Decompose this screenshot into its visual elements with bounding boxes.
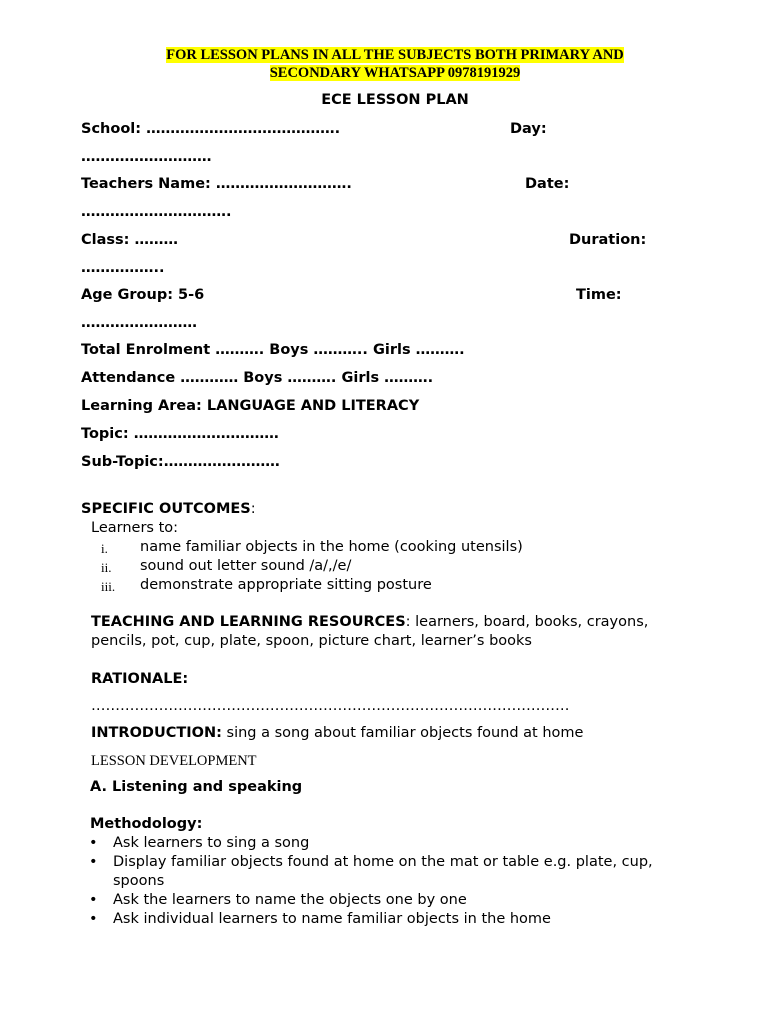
outcome-item: name familiar objects in the home (cooking utensils) xyxy=(140,539,523,555)
introduction-heading: INTRODUCTION: xyxy=(91,725,222,741)
specific-outcomes-title: SPECIFIC OUTCOMES xyxy=(81,501,251,517)
rationale-dots: ……………………………………………………………………………………… xyxy=(91,698,570,714)
resources-line-2: pencils, pot, cup, plate, spoon, picture chart, learner’s books xyxy=(91,633,532,649)
bullet-icon: • xyxy=(89,911,98,927)
methodology-item: Ask learners to sing a song xyxy=(113,835,310,851)
duration-label: Duration: xyxy=(569,232,647,248)
learning-area-field: Learning Area: LANGUAGE AND LITERACY xyxy=(81,398,420,414)
outcome-number: iii. xyxy=(101,579,116,594)
methodology-item: Ask the learners to name the objects one by one xyxy=(113,892,467,908)
methodology-heading: Methodology: xyxy=(90,816,203,832)
outcome-item: demonstrate appropriate sitting posture xyxy=(140,577,432,593)
banner-line-1: FOR LESSON PLANS IN ALL THE SUBJECTS BOTH PRIMARY AND xyxy=(166,47,624,63)
banner xyxy=(0,46,768,82)
outcome-number: ii. xyxy=(101,560,112,575)
bullet-icon: • xyxy=(89,854,98,870)
rationale-heading: RATIONALE: xyxy=(91,671,189,687)
specific-outcomes-colon: : xyxy=(250,501,256,517)
date-label: Date: xyxy=(525,176,570,192)
banner-line-2: SECONDARY WHATSAPP 0978191929 xyxy=(269,65,521,81)
methodology-item: Display familiar objects found at home on the mat or table e.g. plate, cup, xyxy=(113,854,653,870)
section-a-heading: A. Listening and speaking xyxy=(90,779,303,795)
topic-field: Topic: ………………………… xyxy=(81,426,279,442)
methodology-item-continued: spoons xyxy=(113,873,165,889)
date-dots: …………………………. xyxy=(81,204,232,220)
time-dots: …………………… xyxy=(81,315,197,331)
age-group-field: Age Group: 5-6 xyxy=(81,287,205,303)
attendance-field: Attendance ………… Boys ………. Girls ………. xyxy=(81,370,434,386)
outcome-item: sound out letter sound /a/,/e/ xyxy=(140,558,352,574)
teacher-name-field: Teachers Name: ………………………. xyxy=(81,176,352,192)
learners-to-intro: Learners to: xyxy=(91,520,179,536)
document-title: ECE LESSON PLAN xyxy=(321,92,469,108)
school-field: School: …………………………………. xyxy=(81,121,341,137)
subtopic-field: Sub-Topic:…………………… xyxy=(81,454,280,470)
resources-heading: TEACHING AND LEARNING RESOURCES xyxy=(91,614,406,630)
day-label: Day: xyxy=(510,121,547,137)
class-field: Class: ……… xyxy=(81,232,179,248)
time-label: Time: xyxy=(576,287,622,303)
duration-dots: …………….. xyxy=(81,260,165,276)
bullet-icon: • xyxy=(89,892,98,908)
introduction-text: sing a song about familiar objects found at home xyxy=(221,725,584,741)
lesson-development-heading: LESSON DEVELOPMENT xyxy=(91,753,257,769)
resources-text: : learners, board, books, crayons, xyxy=(405,614,649,630)
total-enrolment-field: Total Enrolment ………. Boys ……….. Girls ………. xyxy=(81,342,465,358)
resources-line-1 xyxy=(91,614,648,630)
bullet-icon: • xyxy=(89,835,98,851)
specific-outcomes-heading xyxy=(81,501,256,517)
day-dots: ……………………… xyxy=(81,149,212,165)
introduction-line xyxy=(91,725,583,741)
methodology-item: Ask individual learners to name familiar objects in the home xyxy=(113,911,551,927)
outcome-number: i. xyxy=(101,541,108,556)
